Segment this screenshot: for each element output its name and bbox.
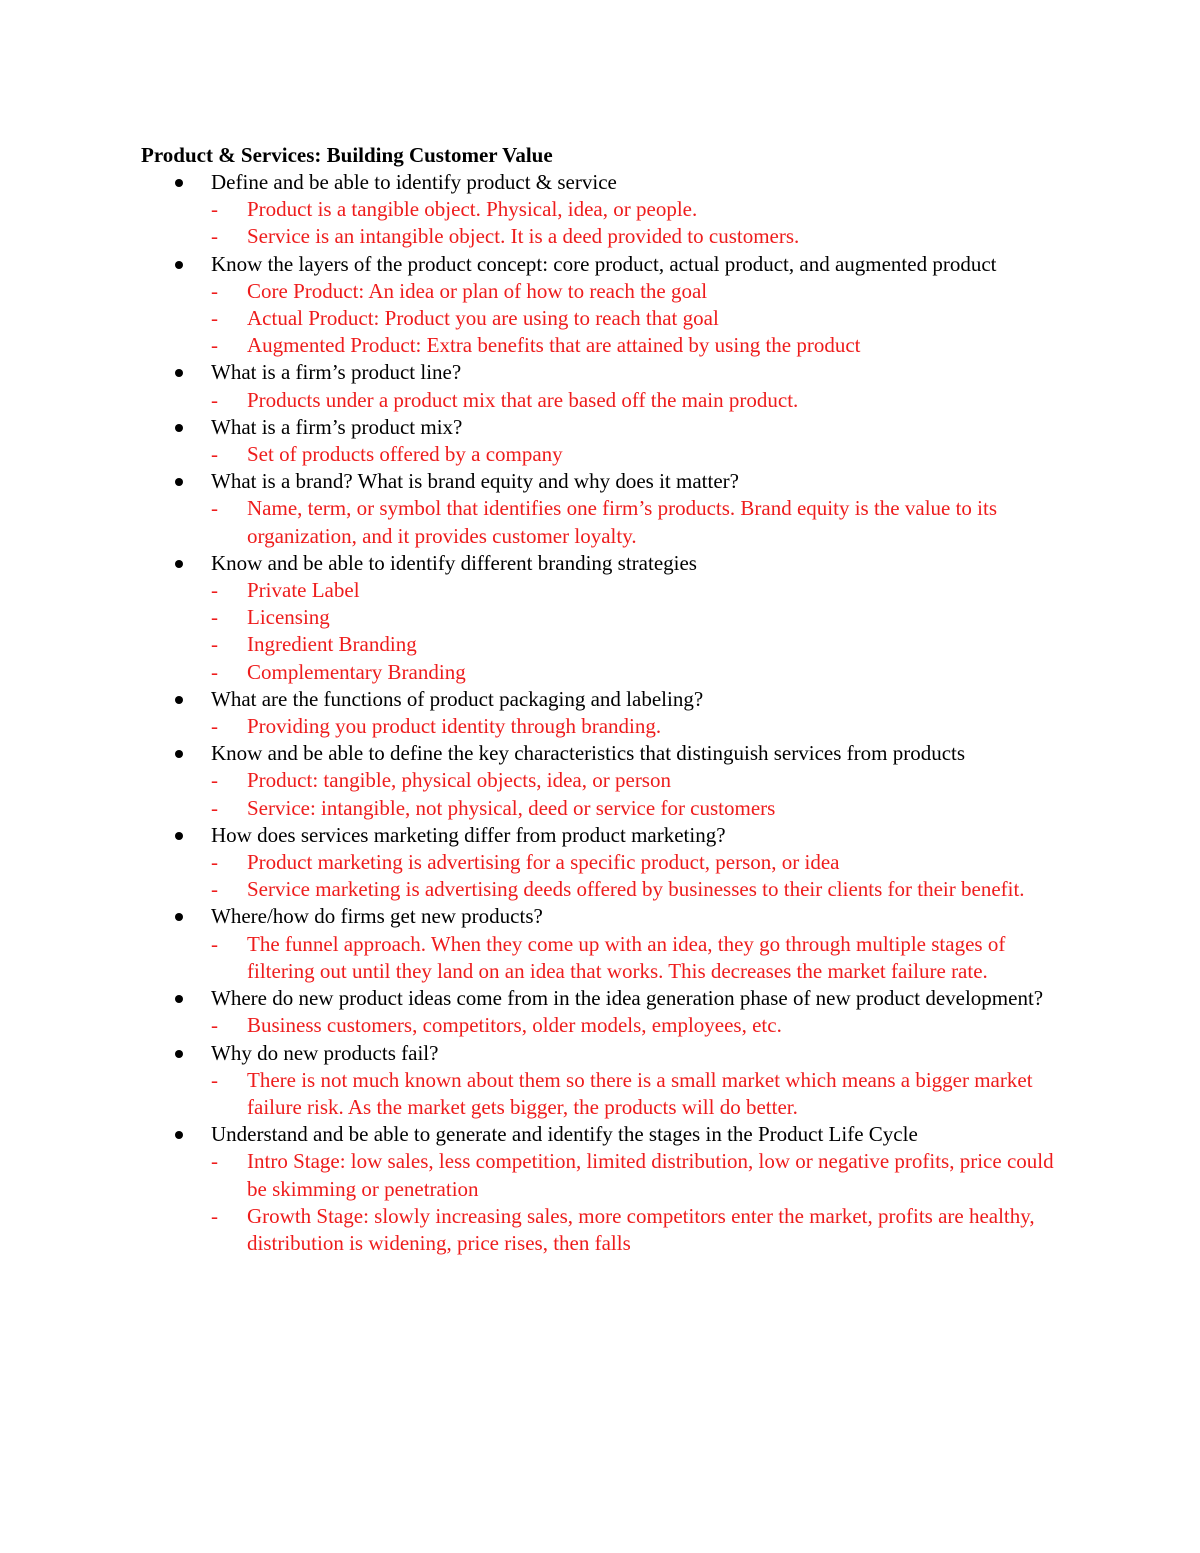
dash-marker: - xyxy=(211,387,218,412)
answer-list xyxy=(211,387,1071,414)
answer-item xyxy=(211,1067,1071,1121)
answer-item xyxy=(211,931,1071,985)
question-item xyxy=(141,414,1071,468)
answer-list xyxy=(211,931,1071,985)
dash-marker: - xyxy=(211,496,218,521)
answer-text: Service is an intangible object. It is a deed provided to customers. xyxy=(247,224,800,249)
answer-list xyxy=(211,1067,1071,1121)
question-text: Know the layers of the product concept: core product, actual product, and augmented product xyxy=(211,251,997,276)
question-text: How does services marketing differ from product marketing? xyxy=(211,822,726,847)
answer-text: Providing you product identity through branding. xyxy=(247,714,662,739)
answer-item xyxy=(211,767,1071,794)
question-item xyxy=(141,251,1071,360)
answer-item xyxy=(211,713,1071,740)
bullet-icon xyxy=(175,913,183,921)
question-text: Where/how do firms get new products? xyxy=(211,904,543,929)
question-item xyxy=(141,169,1071,251)
question-item xyxy=(141,985,1071,1039)
bullet-icon xyxy=(175,995,183,1003)
question-item xyxy=(141,686,1071,740)
question-list xyxy=(141,169,1071,1257)
dash-marker: - xyxy=(211,197,218,222)
answer-text: Augmented Product: Extra benefits that are attained by using the product xyxy=(247,333,861,358)
bullet-icon xyxy=(175,750,183,758)
answer-text: There is not much known about them so there is a small market which means a bigger market failure risk. As the market gets bigger, the products will do better. xyxy=(247,1067,1033,1119)
document-title: Product & Services: Building Customer Value xyxy=(141,143,553,167)
answer-text: Products under a product mix that are based off the main product. xyxy=(247,387,799,412)
answer-item xyxy=(211,441,1071,468)
dash-marker: - xyxy=(211,659,218,684)
answer-text: Ingredient Branding xyxy=(247,632,417,657)
dash-marker: - xyxy=(211,768,218,793)
question-text: Where do new product ideas come from in the idea generation phase of new product development? xyxy=(211,986,1044,1011)
answer-list xyxy=(211,1012,1071,1039)
answer-item xyxy=(211,659,1071,686)
answer-item xyxy=(211,631,1071,658)
dash-marker: - xyxy=(211,1203,218,1228)
question-text: Define and be able to identify product & service xyxy=(211,170,617,194)
dash-marker: - xyxy=(211,1013,218,1038)
bullet-icon xyxy=(175,832,183,840)
answer-text: Product is a tangible object. Physical, idea, or people. xyxy=(247,197,698,222)
answer-item xyxy=(211,1203,1071,1257)
answer-text: Growth Stage: slowly increasing sales, more competitors enter the market, profits are healthy, distribution is widening, price rises, then falls xyxy=(247,1203,1035,1255)
question-item xyxy=(141,468,1071,550)
answer-item xyxy=(211,332,1071,359)
dash-marker: - xyxy=(211,795,218,820)
bullet-icon xyxy=(175,696,183,704)
question-text: What are the functions of product packaging and labeling? xyxy=(211,686,704,711)
question-item xyxy=(141,1121,1071,1257)
answer-list xyxy=(211,1148,1071,1257)
answer-item xyxy=(211,196,1071,223)
bullet-icon xyxy=(175,478,183,486)
answer-item xyxy=(211,278,1071,305)
dash-marker: - xyxy=(211,278,218,303)
question-text: What is a firm’s product mix? xyxy=(211,414,463,439)
answer-text: Business customers, competitors, older models, employees, etc. xyxy=(247,1013,782,1038)
answer-text: Core Product: An idea or plan of how to reach the goal xyxy=(247,278,708,303)
answer-item xyxy=(211,876,1071,903)
bullet-icon xyxy=(175,261,183,269)
answer-list xyxy=(211,849,1071,903)
answer-list xyxy=(211,495,1071,549)
document-content xyxy=(141,142,1071,1257)
answer-list xyxy=(211,441,1071,468)
answer-item xyxy=(211,1012,1071,1039)
answer-item xyxy=(211,849,1071,876)
answer-item xyxy=(211,577,1071,604)
bullet-icon xyxy=(175,1131,183,1139)
answer-list xyxy=(211,577,1071,686)
answer-text: Set of products offered by a company xyxy=(247,442,563,467)
answer-text: Actual Product: Product you are using to reach that goal xyxy=(247,306,719,331)
dash-marker: - xyxy=(211,1149,218,1174)
dash-marker: - xyxy=(211,224,218,249)
question-item xyxy=(141,740,1071,822)
bullet-icon xyxy=(175,1050,183,1058)
dash-marker: - xyxy=(211,632,218,657)
dash-marker: - xyxy=(211,1067,218,1092)
answer-item xyxy=(211,795,1071,822)
dash-marker: - xyxy=(211,578,218,603)
answer-item xyxy=(211,604,1071,631)
bullet-icon xyxy=(175,179,183,187)
bullet-icon xyxy=(175,560,183,568)
dash-marker: - xyxy=(211,333,218,358)
answer-list xyxy=(211,767,1071,821)
answer-text: Service: intangible, not physical, deed or service for customers xyxy=(247,795,776,820)
question-text: What is a brand? What is brand equity and why does it matter? xyxy=(211,469,739,494)
answer-item xyxy=(211,305,1071,332)
dash-marker: - xyxy=(211,714,218,739)
answer-text: Licensing xyxy=(247,605,330,630)
answer-text: Name, term, or symbol that identifies one firm’s products. Brand equity is the value to its organization, and it provides customer loyalty. xyxy=(247,496,998,548)
answer-list xyxy=(211,196,1071,250)
question-item xyxy=(141,550,1071,686)
question-text: Know and be able to define the key characteristics that distinguish services from products xyxy=(211,741,966,766)
answer-list xyxy=(211,713,1071,740)
answer-text: Private Label xyxy=(247,578,360,603)
question-text: What is a firm’s product line? xyxy=(211,360,462,385)
dash-marker: - xyxy=(211,306,218,331)
answer-text: The funnel approach. When they come up with an idea, they go through multiple stages of filtering out until they land on an idea that works. This decreases the market failure rate. xyxy=(247,931,1006,983)
answer-text: Product marketing is advertising for a specific product, person, or idea xyxy=(247,850,840,875)
bullet-icon xyxy=(175,369,183,377)
answer-list xyxy=(211,278,1071,360)
answer-item xyxy=(211,223,1071,250)
dash-marker: - xyxy=(211,605,218,630)
question-item xyxy=(141,903,1071,985)
dash-marker: - xyxy=(211,877,218,902)
answer-text: Complementary Branding xyxy=(247,659,466,684)
dash-marker: - xyxy=(211,850,218,875)
question-text: Why do new products fail? xyxy=(211,1040,439,1065)
question-item xyxy=(141,359,1071,413)
answer-text: Service marketing is advertising deeds offered by businesses to their clients for their benefit. xyxy=(247,877,1025,902)
answer-text: Product: tangible, physical objects, idea, or person xyxy=(247,768,671,793)
answer-item xyxy=(211,387,1071,414)
answer-item xyxy=(211,1148,1071,1202)
bullet-icon xyxy=(175,424,183,432)
question-item xyxy=(141,1040,1071,1122)
dash-marker: - xyxy=(211,442,218,467)
question-item xyxy=(141,822,1071,904)
answer-text: Intro Stage: low sales, less competition, limited distribution, low or negative profits, price could be skimming or penetration xyxy=(247,1149,1054,1201)
question-text: Understand and be able to generate and identify the stages in the Product Life Cycle xyxy=(211,1122,918,1147)
answer-item xyxy=(211,495,1071,549)
dash-marker: - xyxy=(211,931,218,956)
question-text: Know and be able to identify different branding strategies xyxy=(211,550,697,575)
